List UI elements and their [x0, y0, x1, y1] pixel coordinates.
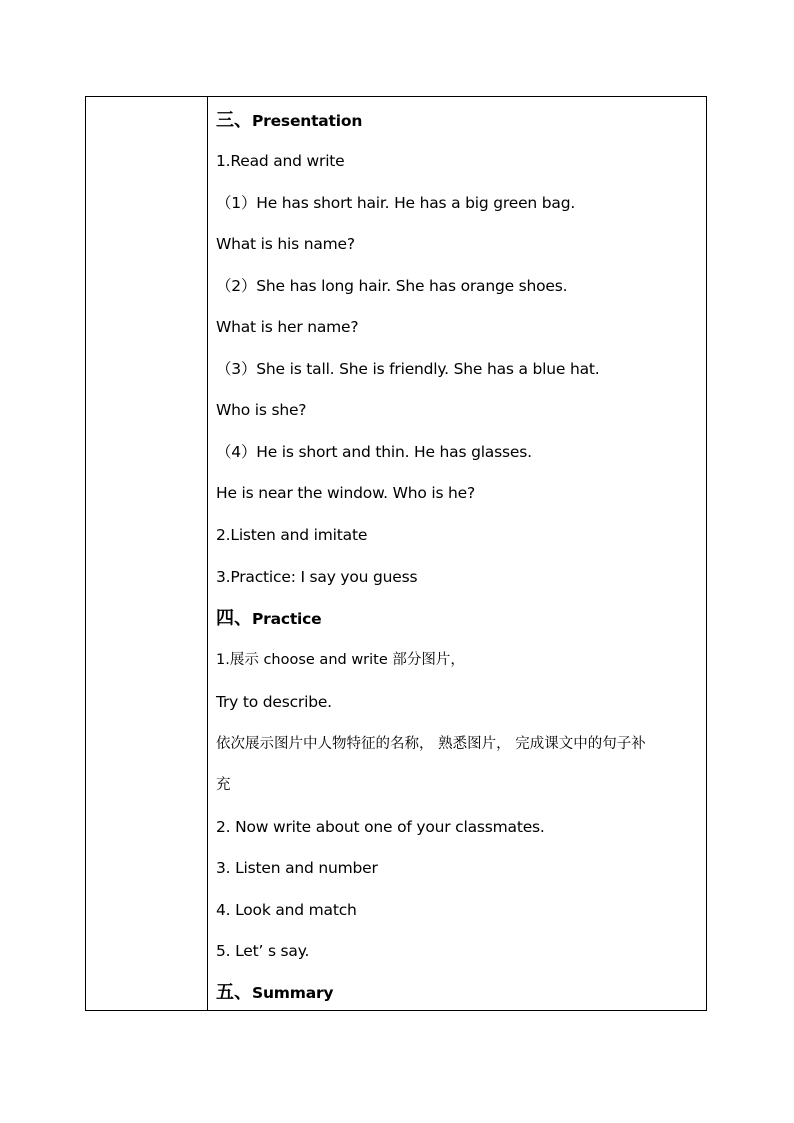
text-line: Try to describe.	[216, 693, 332, 711]
text-line: Who is she?	[216, 401, 307, 419]
text-line: What is his name?	[216, 235, 355, 253]
text-line: （4）He is short and thin. He has glasses.	[216, 443, 532, 461]
section-heading-presentation: 三、Presentation	[216, 110, 363, 131]
text-line: 2. Now write about one of your classmates.	[216, 818, 545, 836]
left-cell	[86, 97, 207, 1010]
content-cell	[216, 97, 704, 1010]
text-line: He is near the window. Who is he?	[216, 484, 476, 502]
column-divider	[207, 97, 208, 1010]
text-line: （1）He has short hair. He has a big green bag.	[216, 194, 576, 212]
text-line: （2）She has long hair. She has orange shoes.	[216, 277, 568, 295]
text-line: 3. Listen and number	[216, 859, 378, 877]
text-line: 3.Practice: I say you guess	[216, 568, 418, 586]
text-line: 5. Let’ s say.	[216, 942, 310, 960]
text-line: （3）She is tall. She is friendly. She has a blue hat.	[216, 360, 600, 378]
text-line: 依次展示图片中人物特征的名称， 熟悉图片， 完成课文中的句子补	[216, 736, 646, 752]
text-line: 2.Listen and imitate	[216, 526, 368, 544]
text-line: 1.展示 choose and write 部分图片，	[216, 652, 465, 668]
section-heading-practice: 四、Practice	[216, 608, 322, 629]
lesson-table	[85, 96, 707, 1011]
section-heading-summary: 五、Summary	[216, 982, 334, 1003]
text-line: 1.Read and write	[216, 152, 345, 170]
text-line: 4. Look and match	[216, 901, 357, 919]
text-line: What is her name?	[216, 318, 359, 336]
text-line: 充	[216, 777, 231, 793]
